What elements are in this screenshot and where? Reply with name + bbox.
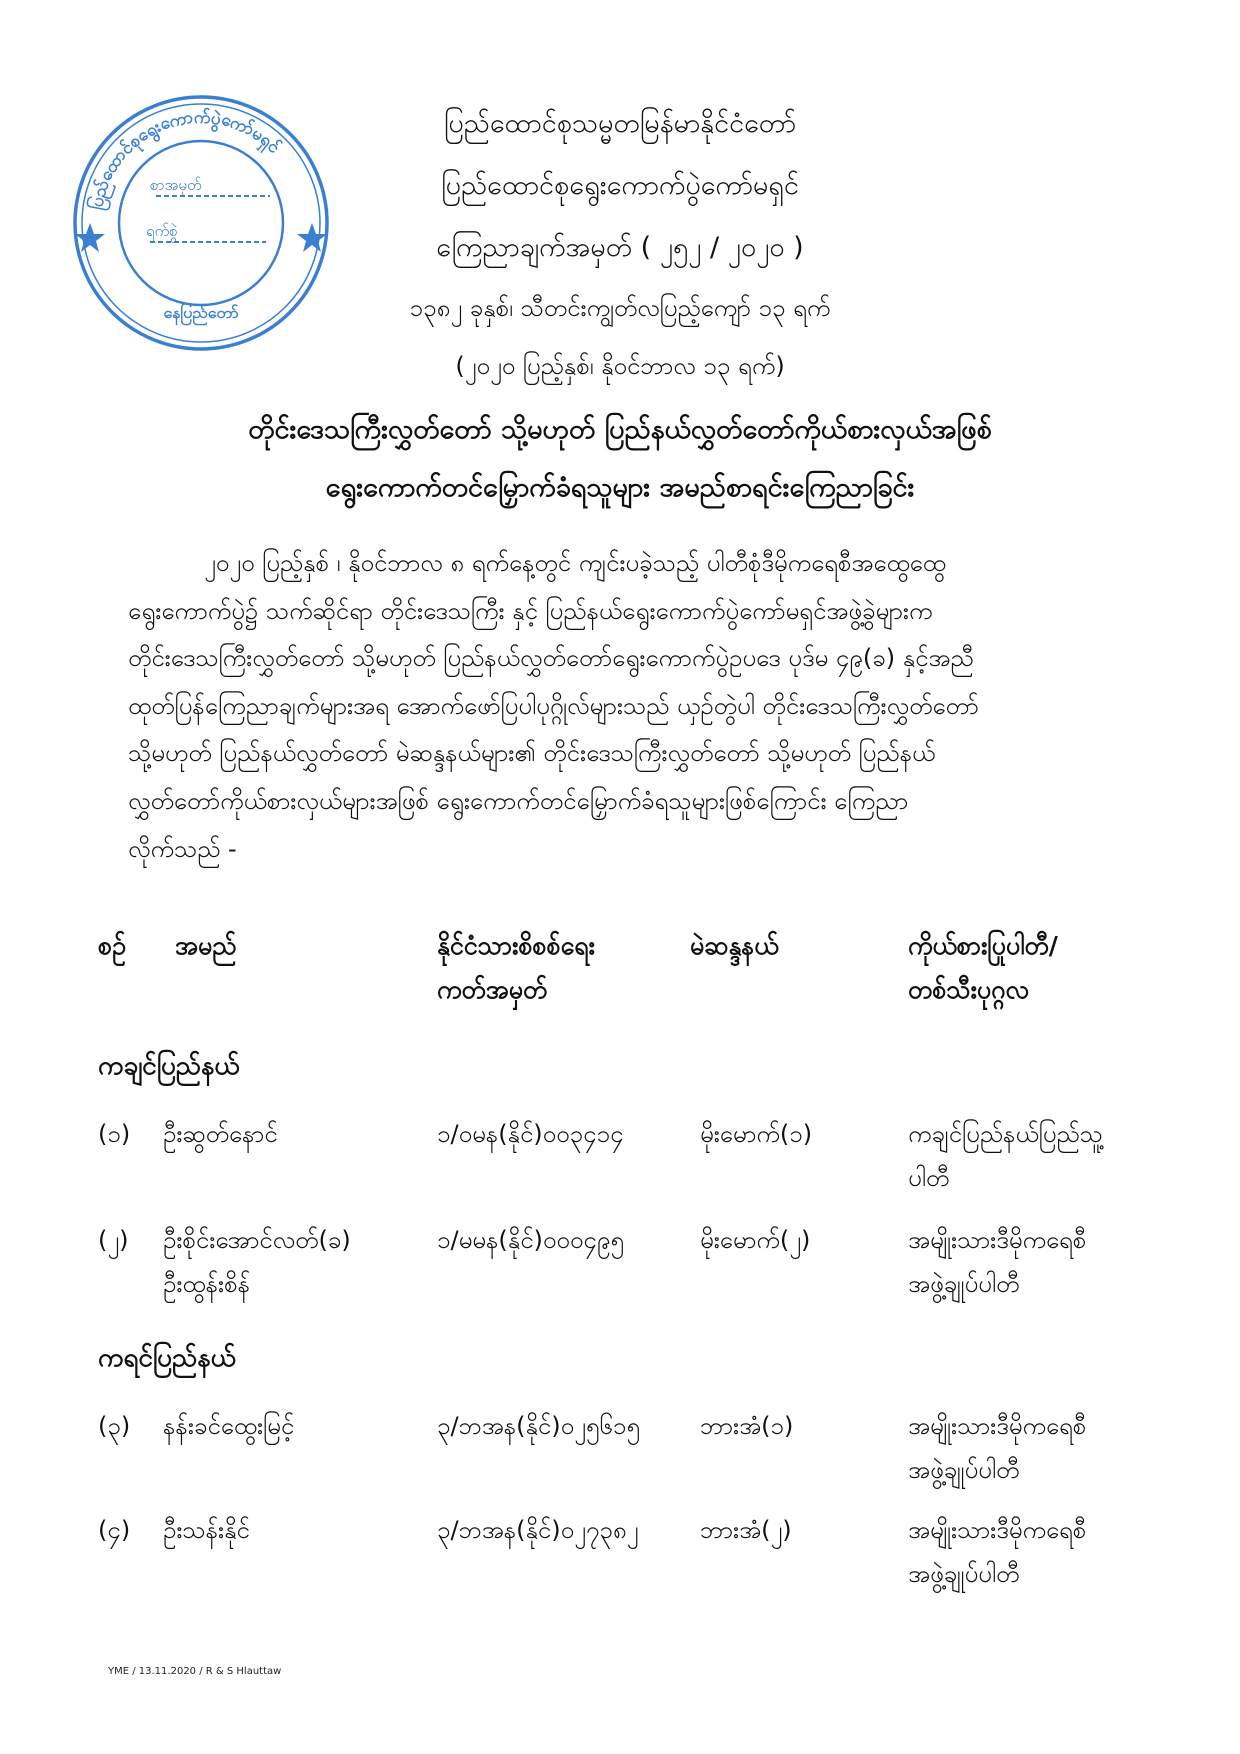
paragraph-line: ၂၀၂၀ ပြည့်နှစ် ၊ နိုဝင်ဘာလ ၈ ရက်နေ့တွင် ကျင်းပခဲ့သည့် ပါတီစုံဒီမိုကရေစီအထွေထွေ bbox=[204, 549, 946, 577]
row-party-line: ကချင်ပြည်နယ်ပြည်သူ့ bbox=[908, 1120, 1103, 1148]
row-serial-no: (၁) bbox=[98, 1120, 131, 1148]
paragraph-line: ရွေးကောက်ပွဲ၌ သက်ဆိုင်ရာ တိုင်းဒေသကြီး နှင့် ပြည်နယ်ရွေးကောက်ပွဲကော်မရှင်အဖွဲ့ခွဲများက bbox=[128, 596, 933, 625]
row-nrc: ၃/ဘအန(နိုင်)၀၂၅၆၁၅ bbox=[437, 1412, 640, 1440]
header-name: အမည် bbox=[175, 931, 237, 960]
commission-name: ပြည်ထောင်စုရွေးကောက်ပွဲကော်မရှင် bbox=[441, 170, 799, 201]
row-name bbox=[163, 1508, 250, 1552]
document-title-line-1: တိုင်းဒေသကြီးလွှတ်တော် သို့မဟုတ် ပြည်နယ်လွှတ်တော်ကိုယ်စားလှယ်အဖြစ် bbox=[248, 414, 992, 445]
row-party-line: အဖွဲ့ချုပ်ပါတီ bbox=[908, 1456, 1020, 1484]
row-name bbox=[163, 1218, 351, 1306]
header-constituency: မဲဆန္ဒနယ် bbox=[690, 931, 779, 960]
row-name bbox=[163, 1112, 278, 1156]
header-serial-no: စဉ် bbox=[98, 931, 126, 960]
row-party-line: အမျိုးသားဒီမိုကရေစီ bbox=[908, 1412, 1087, 1440]
announcement-number: ကြေညာချက်အမှတ် ( ၂၅၂ / ၂၀၂၀ ) bbox=[436, 232, 804, 263]
row-name-line: ဦးစိုင်းအောင်လတ်(ခ) bbox=[163, 1226, 351, 1254]
row-party bbox=[908, 1218, 1086, 1306]
row-name-line: နန်းခင်ထွေးမြင့် bbox=[163, 1412, 295, 1440]
row-party-line: ပါတီ bbox=[908, 1164, 950, 1192]
seal-date-label: ရက်စွဲ bbox=[146, 222, 178, 240]
seal-ring-text: ပြည်ထောင်စုရွေးကောက်ပွဲကော်မရှင် bbox=[86, 107, 284, 212]
section-title-kayin: ကရင်ပြည်နယ် bbox=[98, 1343, 236, 1373]
row-party bbox=[908, 1112, 1103, 1200]
gregorian-date: (၂၀၂၀ ပြည့်နှစ်၊ နိုဝင်ဘာလ ၁၃ ရက်) bbox=[455, 352, 785, 380]
header-party-line-2: တစ်သီးပုဂ္ဂလ bbox=[908, 975, 1029, 1004]
header-party bbox=[908, 924, 1058, 1012]
paragraph-line: လွှတ်တော်ကိုယ်စားလှယ်များအဖြစ် ရွေးကောက်တင်မြှောက်ခံရသူများဖြစ်ကြောင်း ကြေညာ bbox=[128, 786, 909, 815]
header-nrc bbox=[437, 924, 595, 1012]
row-constituency: ဘားအံ(၁) bbox=[700, 1412, 794, 1440]
header-nrc-line-1: နိုင်ငံသားစိစစ်ရေး bbox=[437, 931, 595, 960]
myanmar-date: ၁၃၈၂ ခုနှစ်၊ သီတင်းကျွတ်လပြည့်ကျော် ၁၃ ရက် bbox=[409, 294, 831, 322]
row-party bbox=[908, 1404, 1086, 1492]
row-name-line: ဦးထွန်းစိန် bbox=[163, 1270, 251, 1298]
document-title-line-2: ရွေးကောက်တင်မြှောက်ခံရသူများ အမည်စာရင်းကြေညာခြင်း bbox=[325, 472, 915, 503]
header-party-line-1: ကိုယ်စားပြုပါတီ/ bbox=[908, 931, 1058, 960]
row-serial-no: (၃) bbox=[98, 1412, 131, 1440]
row-constituency: ဘားအံ(၂) bbox=[700, 1516, 792, 1544]
announcement-paragraph bbox=[128, 540, 1158, 873]
paragraph-line: လိုက်သည် - bbox=[128, 834, 237, 863]
star-icon bbox=[75, 223, 105, 252]
paragraph-line: သို့မဟုတ် ပြည်နယ်လွှတ်တော် မဲဆန္ဒနယ်များ၏ တိုင်းဒေသကြီးလွှတ်တော် သို့မဟုတ် ပြည်နယ် bbox=[128, 739, 936, 768]
row-constituency: မိုးမောက်(၁) bbox=[700, 1120, 813, 1148]
row-nrc: ၁/ဝမန(နိုင်)၀၀၃၄၁၄ bbox=[437, 1120, 624, 1148]
seal-city-text: နေပြည်တော် bbox=[163, 303, 239, 322]
row-name-line: ဦးဆွတ်နောင် bbox=[163, 1120, 278, 1148]
document-footer: YME / 13.11.2020 / R & S Hlauttaw bbox=[108, 1666, 282, 1677]
row-party bbox=[908, 1508, 1086, 1596]
row-nrc: ၃/ဘအန(နိုင်)၀၂၇၃၈၂ bbox=[437, 1516, 639, 1544]
paragraph-line: တိုင်းဒေသကြီးလွှတ်တော် သို့မဟုတ် ပြည်နယ်လွှတ်တော်ရွေးကောက်ပွဲဥပဒေ ပုဒ်မ ၄၉(ခ) နှင့်အညီ bbox=[128, 644, 974, 673]
paragraph-line: ထုတ်ပြန်ကြေညာချက်များအရ အောက်ဖော်ပြပါပုဂ္ဂိုလ်များသည် ယှဉ်တွဲပါ တိုင်းဒေသကြီးလွှတ်တော် bbox=[128, 691, 979, 720]
row-constituency: မိုးမောက်(၂) bbox=[700, 1226, 811, 1254]
row-nrc: ၁/မမန(နိုင်)၀၀၀၄၉၅ bbox=[437, 1226, 624, 1254]
seal-number-label: စာအမှတ် bbox=[150, 176, 202, 194]
row-party-line: အမျိုးသားဒီမိုကရေစီ bbox=[908, 1516, 1087, 1544]
row-name-line: ဦးသန်းနိုင် bbox=[163, 1516, 250, 1544]
country-name: ပြည်ထောင်စုသမ္မတမြန်မာနိုင်ငံတော် bbox=[443, 108, 797, 139]
header-nrc-line-2: ကတ်အမှတ် bbox=[437, 975, 548, 1004]
row-party-line: အဖွဲ့ချုပ်ပါတီ bbox=[908, 1560, 1020, 1588]
commission-seal-stamp bbox=[70, 92, 332, 354]
row-serial-no: (၂) bbox=[98, 1226, 129, 1254]
star-icon bbox=[297, 223, 327, 252]
row-party-line: အမျိုးသားဒီမိုကရေစီ bbox=[908, 1226, 1087, 1254]
row-name bbox=[163, 1404, 294, 1448]
row-party-line: အဖွဲ့ချုပ်ပါတီ bbox=[908, 1270, 1020, 1298]
row-serial-no: (၄) bbox=[98, 1516, 131, 1544]
section-title-kachin: ကချင်ပြည်နယ် bbox=[98, 1051, 240, 1081]
